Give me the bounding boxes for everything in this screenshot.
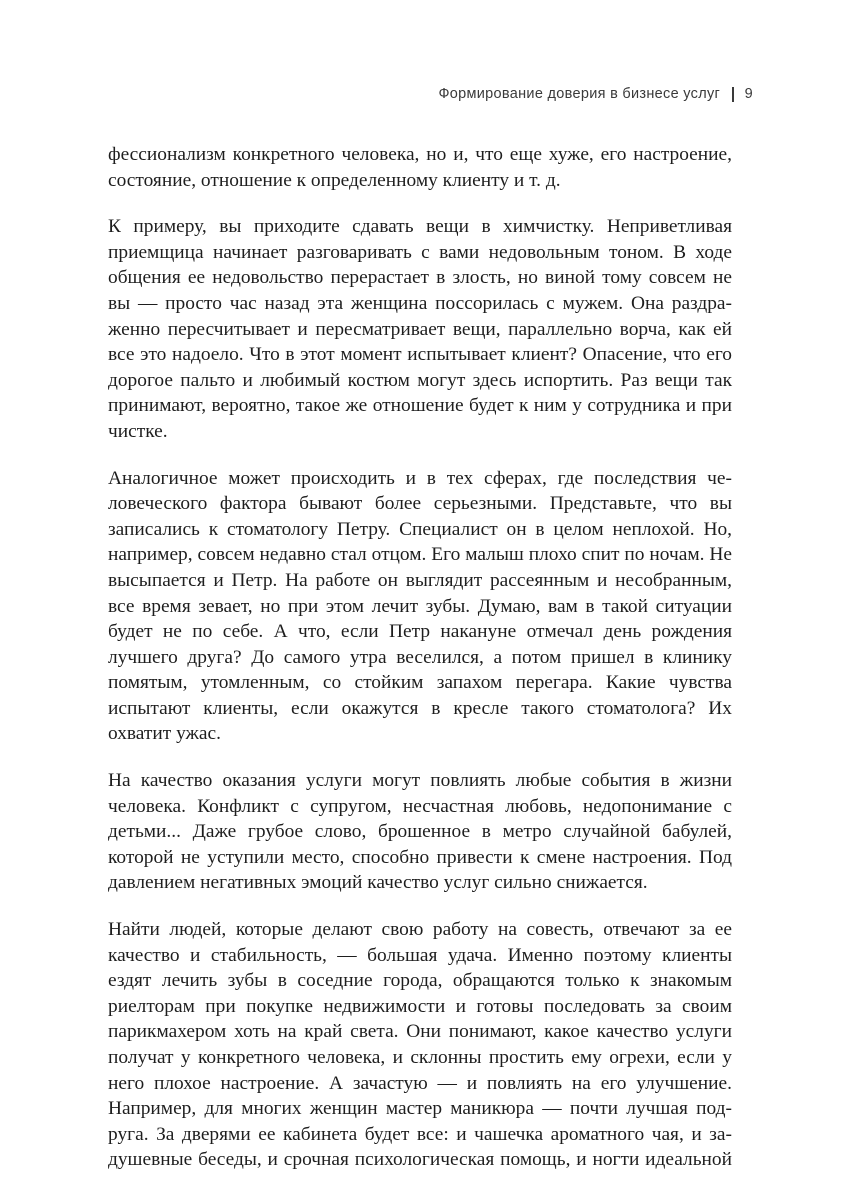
body-text bbox=[108, 142, 732, 1173]
paragraph-5: Найти людей, которые делают свою работу на совесть, отвечают за ее качество и стабильность, — большая удача. Именно поэтому клиенты ездят лечить зубы в соседние города, обращаются только к знакомым риелторам при покупке недвижимости и готовы последовать за своим парикмахером хоть на край света. Они понимают, какое качество услуги получат у конкретного человека, и склонны простить ему огрехи, если у него плохое настроение. А зачастую — и повлиять на его улучшение. Например, для многих женщин мастер маникюра — почти лучшая подруга. За дверями ее кабинета будет все: и чашечка ароматного чая, и задушевные беседы, и срочная психологическая помощь, и ногти идеальной bbox=[108, 919, 732, 1171]
paragraph-4: На качество оказания услуги могут повлиять любые события в жизни человека. Конфликт с супругом, несчастная любовь, недопонимание с детьми... Даже грубое слово, брошенное в метро случайной бабулей, которой не уступили место, способно привести к смене настроения. Под давлением негативных эмоций качество услуг сильно снижается. bbox=[108, 770, 732, 894]
running-header bbox=[438, 86, 753, 102]
paragraph-2: К примеру, вы приходите сдавать вещи в химчистку. Неприветливая приемщица начинает разговаривать с вами недовольным тоном. В ходе общения ее недовольство перерастает в злость, но виной тому совсем не вы — просто час назад эта женщина поссорилась с мужем. Она раздраженно пересчитывает и пересматривает вещи, параллельно ворча, как ей все это надоело. Что в этот момент испытывает клиент? Опасение, что его дорогое пальто и любимый костюм могут здесь испортить. Раз вещи так принимают, вероятно, такое же отношение будет к ним у сотрудника и при чистке. bbox=[108, 216, 732, 442]
page-number: 9 bbox=[744, 86, 753, 102]
paragraph-3: Аналогичное может происходить и в тех сферах, где последствия человеческого фактора бывают более серьезными. Представьте, что вы записались к стоматологу Петру. Специалист он в целом неплохой. Но, например, совсем недавно стал отцом. Его малыш плохо спит по ночам. Не высыпается и Петр. На работе он выглядит рассеянным и несобранным, все время зевает, но при этом лечит зубы. Думаю, вам в такой ситуации будет не по себе. А что, если Петр накануне отмечал день рождения лучшего друга? До самого утра веселился, а потом пришел в клинику помятым, утомленным, со стойким запахом перегара. Какие чувства испытают клиенты, если окажутся в кресле такого стоматолога? Их охватит ужас. bbox=[108, 467, 732, 745]
paragraph-1: фессионализм конкретного человека, но и, что еще хуже, его настроение, состояние, отношение к определенному клиенту и т. д. bbox=[108, 144, 732, 191]
chapter-title: Формирование доверия в бизнесе услуг bbox=[438, 86, 721, 102]
header-divider bbox=[732, 87, 734, 102]
